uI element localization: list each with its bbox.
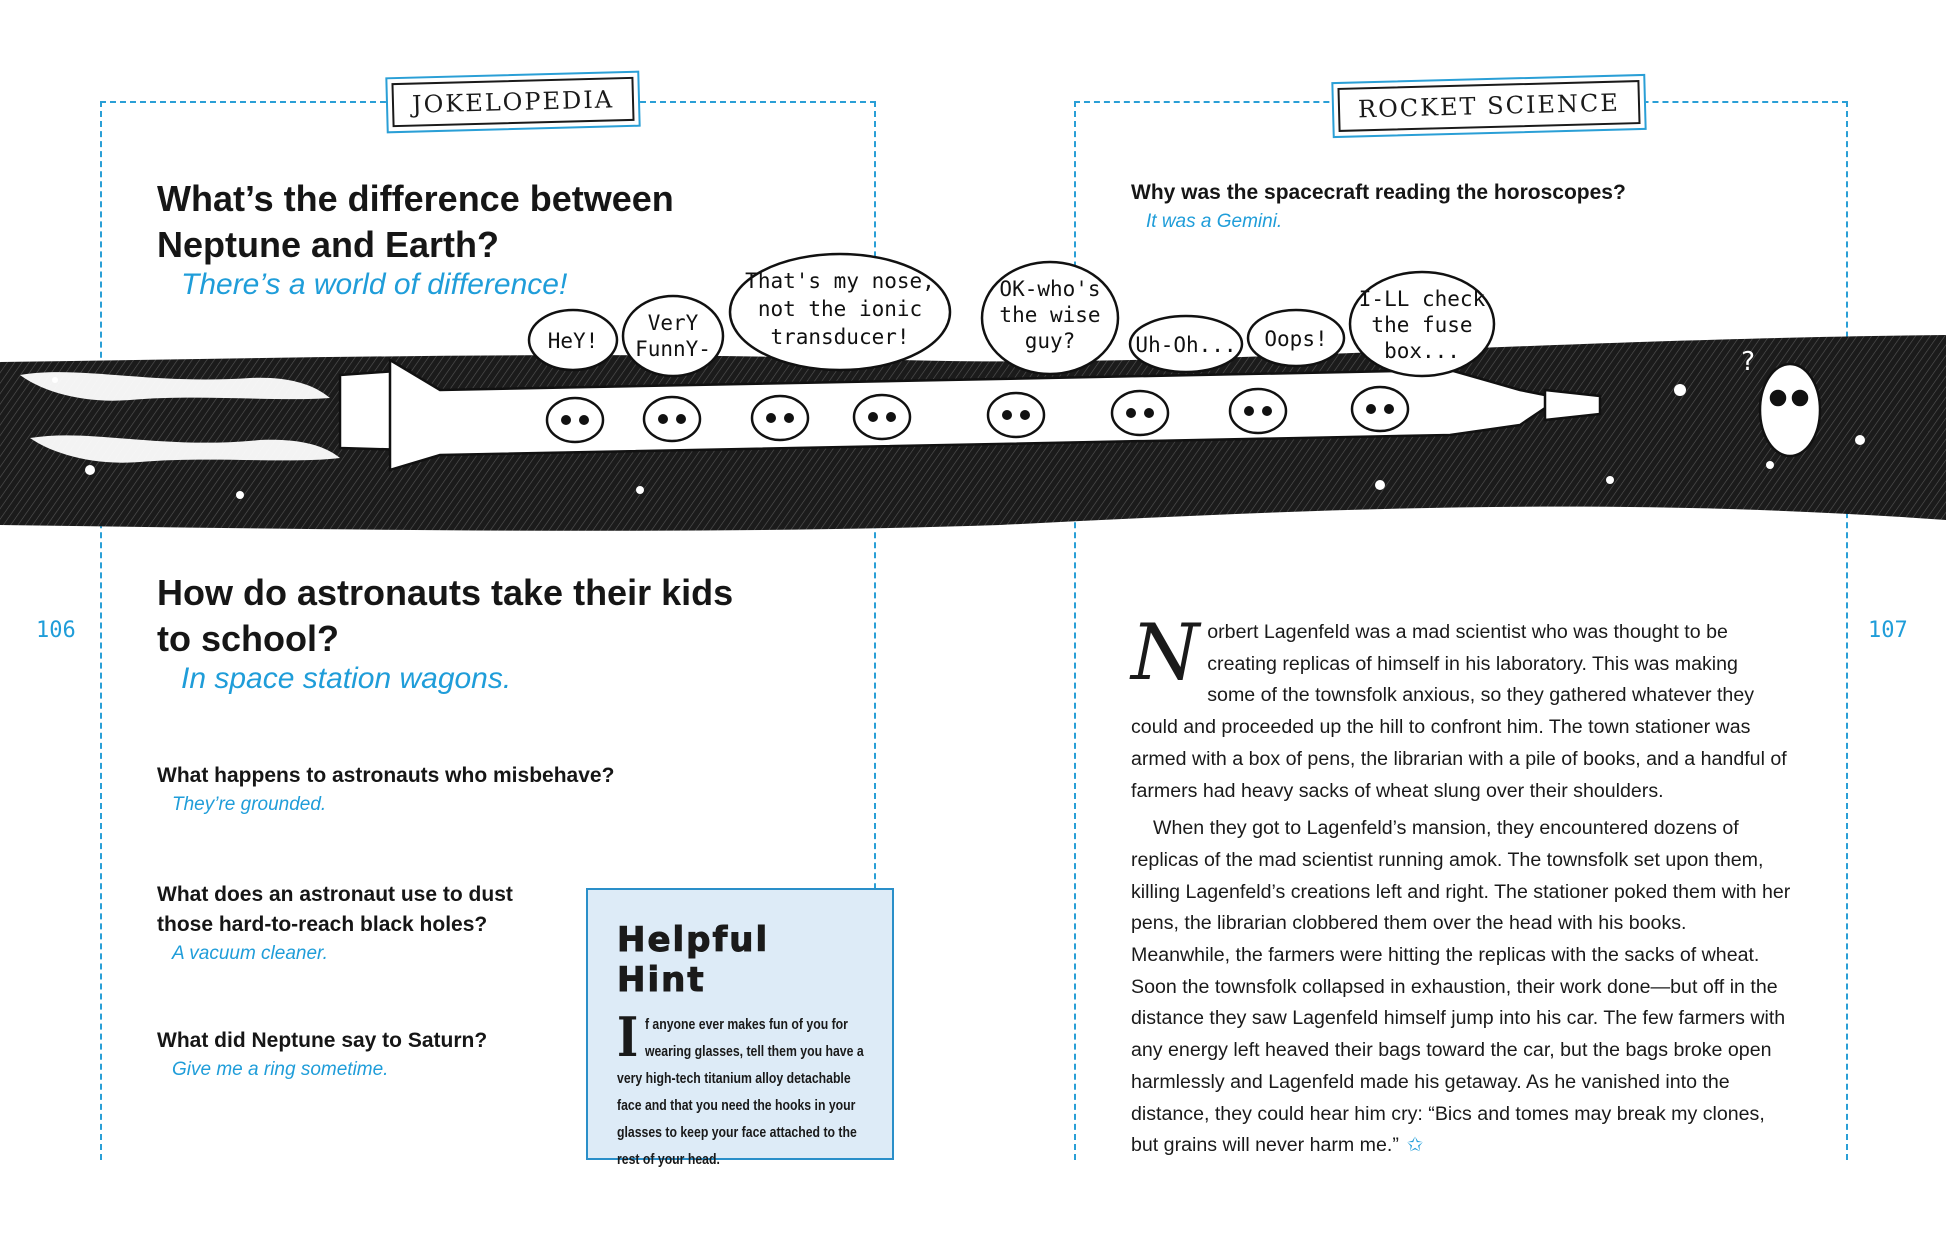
- bubble-very-funny-line1: VerY: [647, 311, 699, 335]
- joke-question: What’s the difference between Neptune and Earth?: [157, 178, 674, 265]
- joke-horoscopes: [1131, 178, 1731, 236]
- bubble-uh-oh-line1: Uh-Oh...: [1135, 333, 1237, 357]
- joke-question: What happens to astronauts who misbehave?: [157, 764, 615, 787]
- end-star-icon: ✩: [1406, 1134, 1424, 1157]
- joke-question: What does an astronaut use to dust those hard-to-reach black holes?: [157, 883, 513, 936]
- bubble-wise-guy-line1: OK-who's: [999, 277, 1101, 301]
- bubble-very-funny-line2: FunnY-: [635, 337, 711, 361]
- bubble-wise-guy-line3: guy?: [1024, 329, 1076, 353]
- bubble-fuse-box-line2: the fuse: [1371, 313, 1473, 337]
- helpful-hint-box: [586, 888, 894, 1168]
- bubble-fuse-box-line3: box...: [1384, 339, 1460, 363]
- hint-title: Helpful Hint: [617, 920, 770, 1000]
- page-number-right: 107: [1868, 618, 1908, 643]
- story-paragraph-1: [1131, 608, 1791, 807]
- joke-black-holes: [157, 880, 567, 968]
- bubble-fuse-box-line1: I-LL check: [1358, 287, 1486, 311]
- section-tag-jokelopedia: JOKELOPEDIA: [391, 77, 634, 127]
- hint-body: [617, 1005, 869, 1174]
- joke-answer: It was a Gemini.: [1146, 211, 1283, 232]
- story-paragraph-2-text: When they got to Lagenfeld’s mansion, they encountered dozens of replicas of the mad scientist running amok. The townsfolk set upon them, killing Lagenfeld’s creations left and right. The stationer poked them with her pens, the librarian clobbered them over the head with his books. Meanwhile, the farmers were hitting the replicas with the sacks of wheat. Soon the townsfolk collapsed in exhaustion, their work done—but off in the distance they saw Lagenfeld himself jump into his car. The few farmers with any energy left heaved their bags toward the car, but the bags broke open harmlessly and Lagenfeld made his getaway. As he vanished into the distance, they could hear him cry: “Bics and tomes may break my clones, but grains will never harm me.”: [1131, 817, 1791, 1157]
- hint-text: f anyone ever makes fun of you for wearing glasses, tell them you have a very high-tech titanium alloy detachable face and that you need the hooks in your glasses to keep your face attached to the rest of your head.: [617, 1017, 864, 1168]
- joke-answer: In space station wagons.: [181, 662, 512, 695]
- joke-misbehave: [157, 761, 717, 819]
- bubble-nose-line1: That's my nose,: [745, 269, 935, 293]
- section-tag-rocket-science: ROCKET SCIENCE: [1337, 80, 1640, 132]
- joke-astronaut-kids: [157, 570, 757, 696]
- bubble-hey-line1: HeY!: [547, 329, 599, 353]
- page-number-left: 106: [36, 618, 76, 643]
- joke-answer: A vacuum cleaner.: [172, 943, 328, 964]
- story-paragraph-1-text: orbert Lagenfeld was a mad scientist who was thought to be creating replicas of himself in his laboratory. This was making some of the townsfolk anxious, so they gathered whatever they could and proceeded up the hill to confront him. The town stationer was armed with a box of pens, the librarian with a pile of books, and a handful of farmers had heavy sacks of wheat slung over their shoulders.: [1131, 621, 1787, 802]
- joke-neptune-saturn: [157, 1026, 557, 1084]
- joke-answer: They’re grounded.: [172, 794, 327, 815]
- alien-question-mark: ?: [1740, 347, 1756, 377]
- speech-bubbles: [0, 250, 1946, 380]
- bubble-nose-line3: transducer!: [770, 325, 910, 349]
- joke-answer: There’s a world of difference!: [181, 268, 568, 301]
- joke-answer: Give me a ring sometime.: [172, 1059, 389, 1080]
- mad-scientist-story: [1131, 608, 1791, 1162]
- bubble-oops-line1: Oops!: [1264, 327, 1328, 351]
- bubble-wise-guy-line2: the wise: [999, 303, 1101, 327]
- bubble-very-funny: [623, 296, 723, 376]
- hint-drop-cap: I: [617, 1005, 639, 1069]
- joke-question: How do astronauts take their kids to school?: [157, 572, 734, 659]
- story-paragraph-2: [1131, 813, 1791, 1162]
- joke-question: What did Neptune say to Saturn?: [157, 1029, 488, 1052]
- bubble-nose-line2: not the ionic: [757, 297, 923, 321]
- story-drop-cap: N: [1131, 608, 1200, 698]
- joke-question: Why was the spacecraft reading the horoscopes?: [1131, 181, 1626, 204]
